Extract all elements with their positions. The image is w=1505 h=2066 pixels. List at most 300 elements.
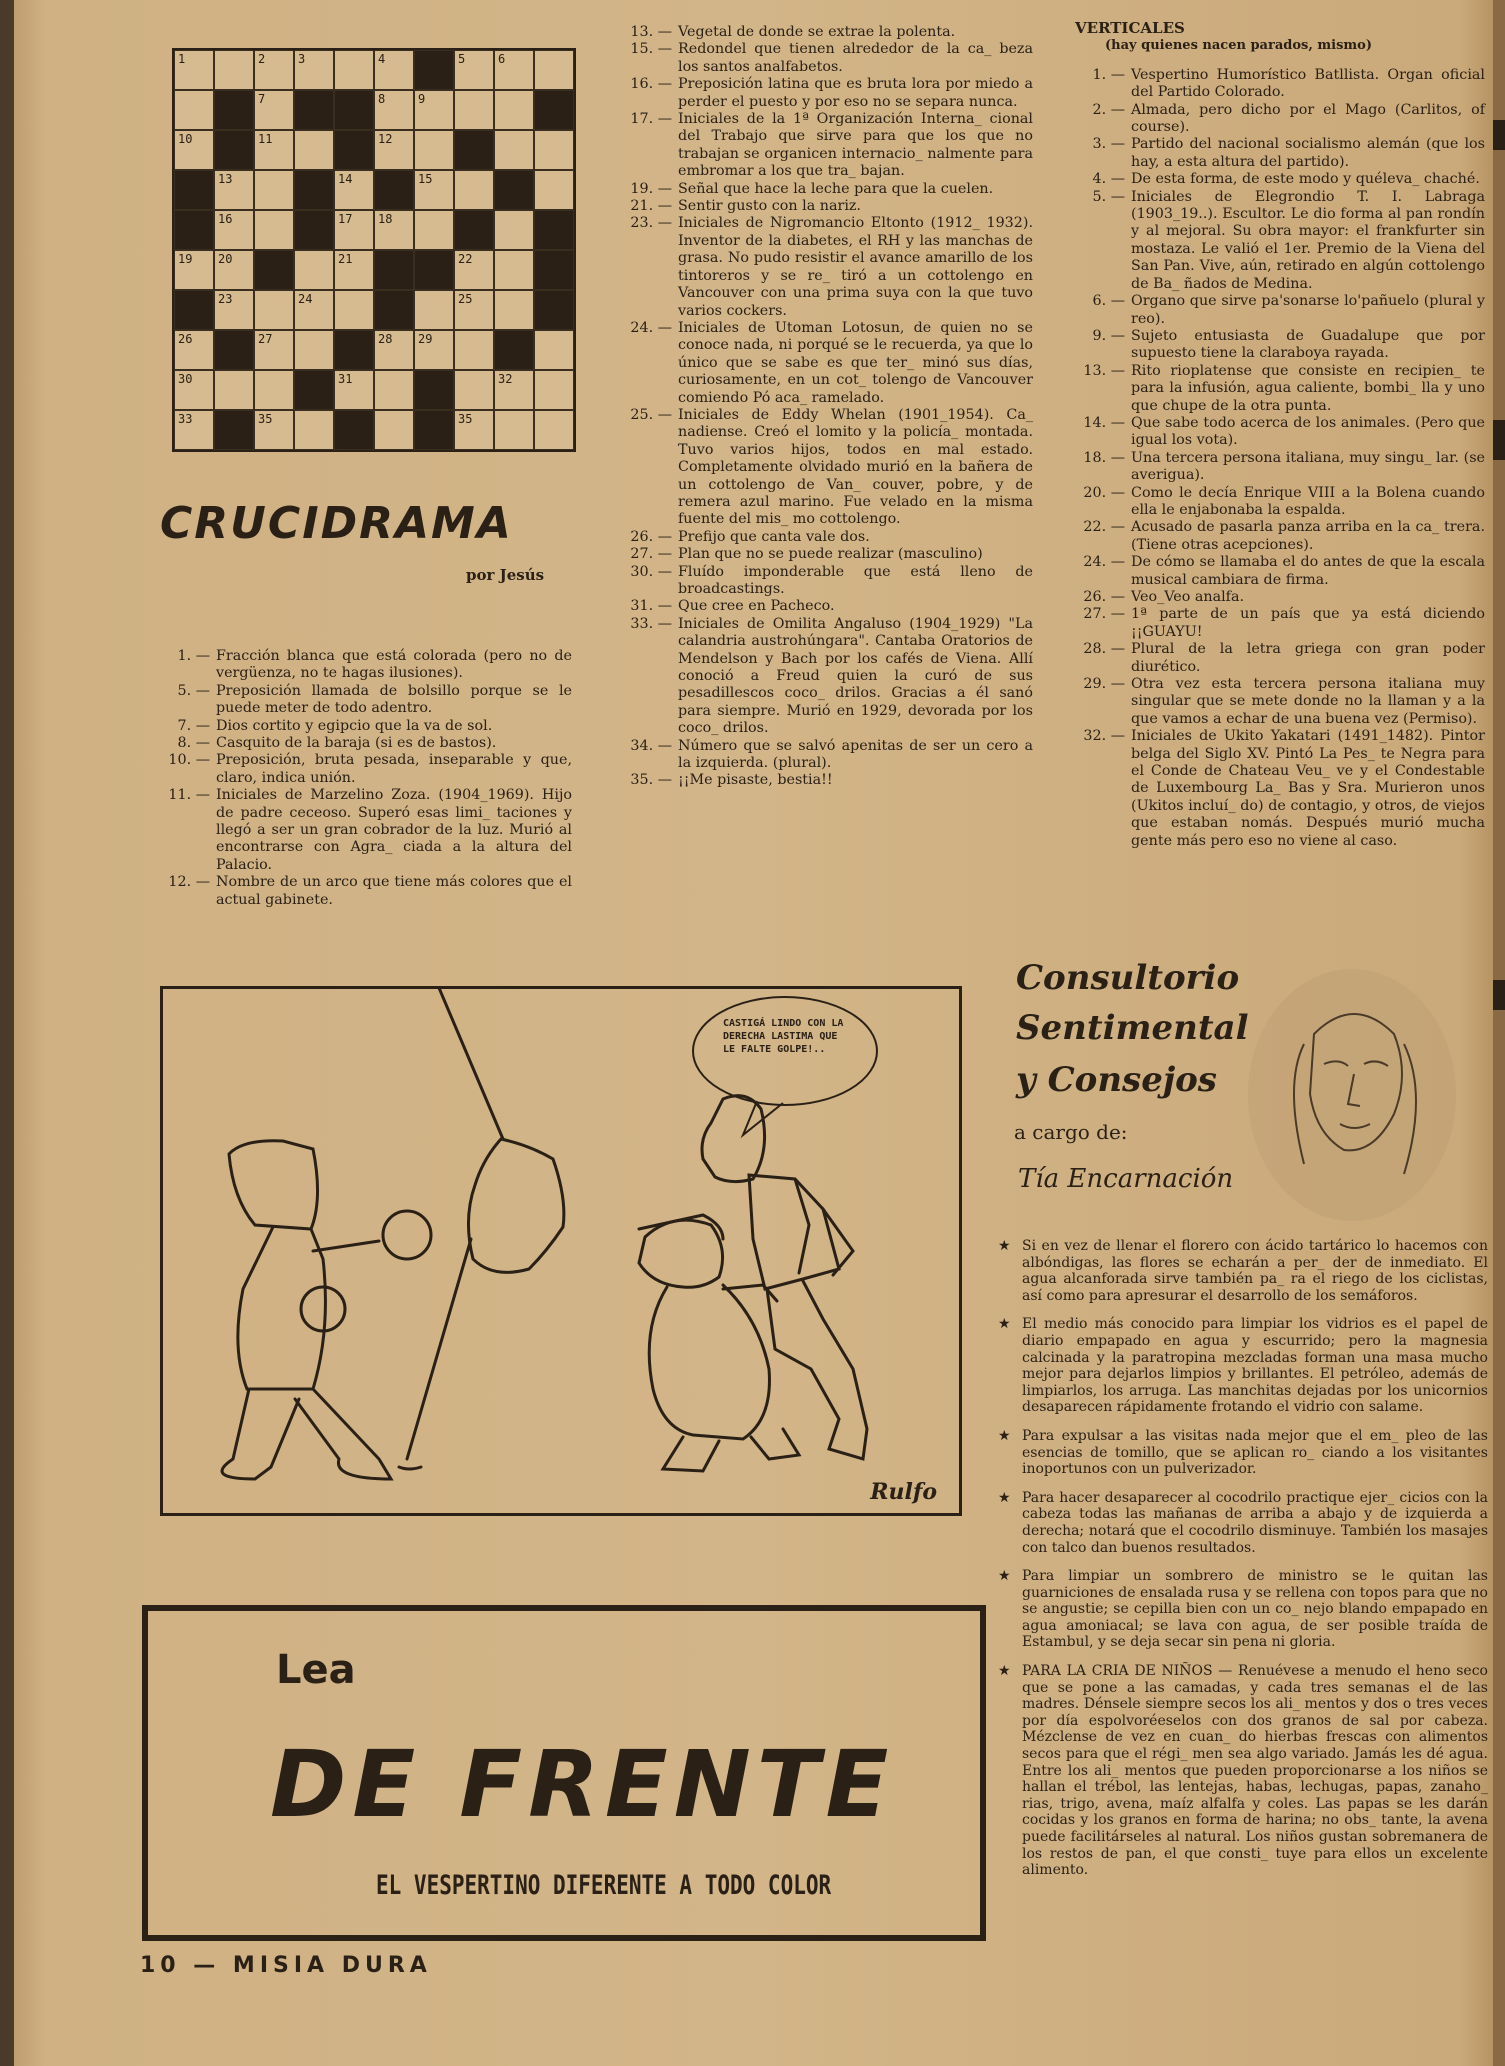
crossword-cell [374, 410, 414, 450]
crossword-cell [334, 50, 374, 90]
crossword-black-cell [534, 90, 574, 130]
clue-number: 5. — [177, 682, 210, 699]
consultorio-title-1: Consultorio [1016, 958, 1240, 998]
crossword-black-cell [174, 170, 214, 210]
crossword-cell-number: 18 [378, 212, 393, 226]
clue-number: 26. — [1083, 589, 1125, 605]
clue-item [140, 752, 572, 787]
crossword-cell-number: 26 [178, 332, 193, 346]
clue-number: 13. — [630, 24, 672, 40]
crossword-cell-number: 4 [378, 52, 386, 66]
tip-item [998, 1238, 1488, 1304]
clue-number: 28. — [1083, 641, 1125, 658]
crossword-cell [534, 330, 574, 370]
consultorio-title-2: Sentimental [1016, 1008, 1249, 1048]
clue-number: 34. — [630, 737, 672, 754]
clue-text: Que sabe todo acerca de los animales. (Pero que igual los vota). [1131, 414, 1485, 449]
clue-number: 20. — [1083, 484, 1125, 501]
clue-number: 24. — [1083, 554, 1125, 571]
crossword-black-cell [294, 90, 334, 130]
clue-text: Iniciales de Omilita Angaluso (1904_1929) "La calandria austrohúngara". Cantaba Oratorios de Mendelson y Bach por los cafés de Viena. Allí conoció a Freud quien la curó de sus pesadillescos coco_ drilos. Gracias a él sanó para siempre. Murió en 1929, devorada por los coco_ drilos. [678, 615, 1033, 737]
verticales-subheading: (hay quienes nacen parados, mismo) [1105, 38, 1372, 54]
clue-text: Vespertino Humorístico Batllista. Organ oficial del Partido Colorado. [1131, 66, 1485, 101]
clue-number: 27. — [1083, 606, 1125, 623]
crossword-cell [374, 50, 414, 90]
crossword-cell [374, 130, 414, 170]
clue-item [140, 787, 572, 874]
crossword-cell [214, 170, 254, 210]
clue-item [1075, 606, 1485, 641]
clue-text: Como le decía Enrique VIII a la Bolena cuando ella le enjabonaba la espalda. [1131, 484, 1485, 518]
crossword-black-cell [494, 330, 534, 370]
crossword-cell-number: 8 [378, 92, 386, 106]
tip-item [998, 1568, 1488, 1651]
clue-number: 26. — [630, 528, 672, 545]
clues-horizontal-2 [618, 24, 1033, 790]
clue-item [1075, 328, 1485, 363]
clue-text: Que cree en Pacheco. [678, 598, 835, 615]
clue-item [140, 735, 572, 752]
tip-item [998, 1490, 1488, 1556]
crossword-cell-number: 35 [258, 412, 273, 426]
tip-text: El medio más conocido para limpiar los vidrios es el papel de diario empapado en agua y escurrido; pero la magnesia calcinada y la paratropina mezcladas forman una masa mucho mejor para dejarlos limpios y brillantes. El petróleo, además de limpiarlos, los arruga. Las manchitas dejadas por los unicornios desaparecen rápidamente frotando el vidrio con salame. [1022, 1316, 1488, 1416]
clue-text: Sujeto entusiasta de Guadalupe que por supuesto tiene la claraboya rayada. [1131, 327, 1485, 362]
clue-item [1075, 293, 1485, 328]
crossword-cell-number: 24 [298, 292, 313, 306]
star-icon: ★ [998, 1427, 1011, 1444]
star-icon: ★ [998, 1238, 1011, 1254]
clue-item [618, 41, 1033, 76]
clue-number: 12. — [168, 874, 210, 891]
crossword-cell-number: 9 [418, 92, 426, 106]
crossword-cell-number: 21 [338, 252, 353, 266]
crossword-cell-number: 17 [338, 212, 353, 226]
clue-text: Fracción blanca que está colorada (pero no de vergüenza, no te hagas ilusiones). [216, 648, 572, 682]
crossword-black-cell [174, 290, 214, 330]
crossword-black-cell [334, 90, 374, 130]
crossword-cell-number: 10 [178, 132, 193, 146]
clue-number: 4. — [1092, 171, 1125, 188]
clue-number: 21. — [630, 198, 672, 215]
clue-item [1075, 641, 1485, 676]
crossword-cell-number: 3 [298, 52, 306, 66]
crossword-cell-number: 27 [258, 332, 273, 346]
crossword-cell [334, 250, 374, 290]
crossword-cell [454, 250, 494, 290]
crossword-black-cell [334, 330, 374, 370]
clue-text: Rito rioplatense que consiste en recipien_ te para la infusión, agua caliente, bombi_ lla y uno que chupe de la otra punta. [1131, 362, 1485, 414]
crossword-cell [374, 370, 414, 410]
crossword-cell [374, 330, 414, 370]
crossword-cell [414, 330, 454, 370]
page-title: CRUCIDRAMA [160, 498, 513, 549]
crossword-cell [414, 90, 454, 130]
crossword-cell-number: 32 [498, 372, 513, 386]
star-icon: ★ [998, 1316, 1011, 1333]
crossword-cell [534, 50, 574, 90]
clue-item [618, 198, 1033, 215]
crossword-cell [214, 370, 254, 410]
crossword-cell [454, 330, 494, 370]
clue-item [618, 546, 1033, 563]
clue-number: 22. — [1083, 519, 1125, 536]
ad-lea: Lea [276, 1647, 356, 1693]
crossword-cell [334, 170, 374, 210]
crossword-cell [454, 50, 494, 90]
crossword-cell [294, 50, 334, 90]
crossword-black-cell [414, 370, 454, 410]
clue-item [618, 738, 1033, 773]
clue-text: Organo que sirve pa'sonarse lo'pañuelo (plural y reo). [1131, 293, 1485, 327]
advertisement-box [142, 1605, 986, 1941]
clue-item [1075, 67, 1485, 102]
ad-newspaper-name: DE FRENTE [270, 1731, 895, 1838]
clue-item [1075, 415, 1485, 450]
clue-text: Veo_Veo analfa. [1131, 589, 1245, 605]
crossword-black-cell [214, 130, 254, 170]
crossword-cell-number: 2 [258, 52, 266, 66]
crossword-cell-number: 5 [458, 52, 466, 66]
clue-number: 29. — [1083, 676, 1125, 693]
crossword-cell [214, 290, 254, 330]
star-icon: ★ [998, 1489, 1011, 1506]
crossword-cell [494, 130, 534, 170]
clue-text: Iniciales de Eddy Whelan (1901_1954). Ca_ nadiense. Creó el lomito y la policía_ montada. Tuvo varios hijos, todos en mal estado. Completamente olvidado murió en la bañera de un cottolengo de Van_ couver, pobre, y de remera azul marino. Fue velado en la misma fuente del mis_ mo cottolengo. [678, 406, 1033, 528]
crossword-black-cell [294, 170, 334, 210]
clue-number: 31. — [630, 598, 672, 615]
crossword-black-cell [374, 290, 414, 330]
crossword-cell-number: 29 [418, 332, 433, 346]
crossword-black-cell [334, 130, 374, 170]
crossword-black-cell [454, 210, 494, 250]
clue-number: 6. — [1092, 293, 1125, 310]
crossword-cell-number: 33 [178, 412, 193, 426]
crossword-cell [254, 410, 294, 450]
crossword-black-cell [414, 50, 454, 90]
crossword-black-cell [174, 210, 214, 250]
crossword-cell-number: 16 [218, 212, 233, 226]
clue-number: 19. — [630, 180, 672, 197]
crossword-cell [534, 410, 574, 450]
clue-text: Preposición latina que es bruta lora por miedo a perder el puesto y por eso no se separa nunca. [678, 76, 1033, 110]
verticales-heading: VERTICALES [1075, 19, 1185, 37]
crossword-cell [494, 250, 534, 290]
clue-item [140, 874, 572, 909]
crossword-cell-number: 28 [378, 332, 393, 346]
clue-item [1075, 676, 1485, 728]
crossword-cell [334, 210, 374, 250]
crossword-cell [174, 330, 214, 370]
clue-item [140, 718, 572, 735]
crossword-cell [534, 170, 574, 210]
clue-text: De cómo se llamaba el do antes de que la escala musical cambiara de firma. [1131, 554, 1485, 588]
crossword-black-cell [254, 250, 294, 290]
clue-item [618, 320, 1033, 407]
clue-item [618, 529, 1033, 546]
clue-item [618, 24, 1033, 41]
clue-number: 25. — [630, 406, 672, 423]
tip-text: Para expulsar a las visitas nada mejor que el em_ pleo de las esencias de tomillo, que se aplican ro_ ciando a los visitantes inoportunos con un pulverizador. [1022, 1427, 1488, 1478]
crossword-cell [334, 370, 374, 410]
cartoon-illustration [163, 989, 959, 1513]
crossword-cell-number: 1 [178, 52, 186, 66]
clue-number: 35. — [630, 772, 672, 789]
clue-number: 3. — [1092, 136, 1125, 153]
crossword-black-cell [294, 210, 334, 250]
crossword-cell [174, 370, 214, 410]
clue-text: Nombre de un arco que tiene más colores que el actual gabinete. [216, 874, 572, 908]
crossword-cell [254, 370, 294, 410]
crossword-cell [254, 90, 294, 130]
clue-number: 33. — [630, 615, 672, 632]
clue-item [1075, 519, 1485, 554]
crossword-black-cell [374, 170, 414, 210]
clue-item [618, 564, 1033, 599]
tip-text: Para limpiar un sombrero de ministro se le quitan las guarniciones de ensalada rusa y se rellena con topos para que no se angustie; se cepilla bien con un co_ nejo blando empapado en agua amoniacal; se lava con agua, de ser posible traída de Estambul, y se deja secar sin pena ni gloria. [1022, 1568, 1488, 1651]
crossword-cell [494, 410, 534, 450]
page-footer: 10 — MISIA DURA [140, 1953, 432, 1978]
consultorio-title-3: y Consejos [1016, 1060, 1217, 1100]
crossword-black-cell [494, 170, 534, 210]
crossword-cell [454, 170, 494, 210]
clue-number: 24. — [630, 319, 672, 336]
crossword-cell [414, 290, 454, 330]
crossword-cell [454, 90, 494, 130]
crossword-cell [414, 130, 454, 170]
clue-item [1075, 189, 1485, 293]
crossword-black-cell [374, 250, 414, 290]
crossword-cell-number: 12 [378, 132, 393, 146]
clue-text: Iniciales de Elegrondio T. I. Labraga (1903_19..). Escultor. Le dio forma al pan rondín y al mejoral. Su obra mayor: el frankfurter sin mostaza. Le valió el 1er. Premio de la Viena del San Pan. Vive, aún, retirado en algún cottolengo de Ba_ ñados de Medina. [1131, 188, 1485, 292]
ad-tagline: EL VESPERTINO DIFERENTE A TODO COLOR [376, 1870, 832, 1900]
clue-text: Prefijo que canta vale dos. [678, 528, 870, 545]
crossword-black-cell [534, 290, 574, 330]
clue-number: 9. — [1092, 327, 1125, 344]
portrait-illustration [1244, 964, 1460, 1226]
crossword-cell [294, 130, 334, 170]
clue-text: Iniciales de la 1ª Organización Interna_ cional del Trabajo que sirve para que los que no trabajan se organicen internacio_ nalmente para embromar a los que tra_ bajan. [678, 111, 1033, 180]
clue-text: ¡¡Me pisaste, bestia!! [678, 772, 833, 789]
clue-item [618, 772, 1033, 789]
crossword-cell [214, 210, 254, 250]
tip-text: Si en vez de llenar el florero con ácido tartárico lo hacemos con albóndigas, las flores se echarán a per_ der de inmediato. El agua alcanforada sirve también pa_ ra el riego de los ciclistas, así como para apresurar el desarrollo de los semáforos. [1022, 1238, 1488, 1304]
crossword-cell [254, 330, 294, 370]
clue-item [140, 683, 572, 718]
crossword-cell [534, 370, 574, 410]
speech-bubble-text: CASTIGÁ LINDO CON LA DERECHA LASTIMA QUE LE FALTE GOLPE!.. [723, 1018, 844, 1055]
page-right-edge [1493, 0, 1505, 2066]
crossword-cell [454, 370, 494, 410]
clue-number: 23. — [630, 215, 672, 232]
crossword-cell-number: 23 [218, 292, 233, 306]
crossword-cell-number: 6 [498, 52, 506, 66]
clue-item [1075, 450, 1485, 485]
clue-number: 5. — [1092, 188, 1125, 205]
crossword-cell-number: 20 [218, 252, 233, 266]
crossword-cell-number: 31 [338, 372, 353, 386]
clues-horizontal-1 [140, 648, 572, 909]
clue-text: Redondel que tienen alrededor de la ca_ beza los santos analfabetos. [678, 41, 1033, 75]
crossword-cell [174, 90, 214, 130]
crossword-cell [414, 170, 454, 210]
crossword-cell [534, 130, 574, 170]
crossword-cell [254, 290, 294, 330]
crossword-cell [494, 210, 534, 250]
clue-number: 1. — [1092, 66, 1125, 83]
clue-number: 14. — [1083, 414, 1125, 431]
crossword-cell-number: 14 [338, 172, 353, 186]
clue-number: 17. — [630, 111, 672, 128]
crossword-cell-number: 22 [458, 252, 473, 266]
clue-text: Partido del nacional socialismo alemán (que los hay, a esta altura del partido). [1131, 136, 1485, 170]
clue-text: 1ª parte de un país que ya está diciendo ¡¡GUAYU! [1131, 606, 1485, 640]
clue-item [618, 407, 1033, 529]
crossword-black-cell [214, 90, 254, 130]
crossword-black-cell [214, 330, 254, 370]
clue-text: Plural de la letra griega con gran poder diurético. [1131, 641, 1485, 675]
tip-item [998, 1316, 1488, 1416]
consultorio-tips [998, 1238, 1488, 1891]
clue-text: Plan que no se puede realizar (masculino) [678, 546, 983, 563]
clue-number: 32. — [1083, 728, 1125, 745]
crossword-black-cell [334, 410, 374, 450]
crossword-cell [494, 50, 534, 90]
tip-item [998, 1428, 1488, 1478]
crossword-cell [294, 290, 334, 330]
crossword-black-cell [414, 410, 454, 450]
consultorio-cargo: a cargo de: [1014, 1120, 1128, 1144]
clue-item [618, 181, 1033, 198]
crossword-cell [454, 410, 494, 450]
crossword-cell [174, 50, 214, 90]
clue-text: Iniciales de Ukito Yakatari (1491_1482). Pintor belga del Siglo XV. Pintó La Pes_ te Negra para el Conde de Chateau Veu_ ve y el Condestable de Luxembourg La_ Bas y Sra. Murieron unos (Ukitos incluí_ do) de contagio, y otros, de viejos que estaban nomás. Después murió mucha gente más pero eso no viene al caso. [1131, 728, 1485, 849]
tip-text: PARA LA CRIA DE NIÑOS — Renuévese a menudo el heno seco que se pone a las camadas, y cada tres semanas el de las madres. Dénsele siempre secos los ali_ mentos y dos o tres veces por día espolvoréeselos con dos granos de sal por cabeza. Mézclense de vez en cuan_ do hierbas frescas con alimentos secos para que el régi_ men sea algo variado. Jamás les dé agua. Entre los ali_ mentos que pueden proporcionarse a los niños se hallan el trébol, las lentejas, habas, lechugas, papas, zanaho_ rias, trigo, avena, maíz alfalfa y coles. Las papas se les darán cocidas y los granos en forma de harina; no obs_ tante, la avena puede facilitárseles al natural. Los niños gustan sobremanera de los restos de pan, el que consti_ tuye para ellos un excelente alimento. [1022, 1663, 1488, 1879]
clue-item [618, 616, 1033, 738]
clue-text: Fluído imponderable que está lleno de broadcastings. [678, 563, 1033, 597]
crossword-cell [214, 250, 254, 290]
tip-text: Para hacer desaparecer al cocodrilo practique ejer_ cicios con la cabeza todas las mañanas de arriba a abajo y de izquierda a derecha; notará que el cocodrilo disminuye. También los masajes con talco dan buenos resultados. [1022, 1489, 1488, 1556]
byline: por Jesús [466, 566, 545, 584]
clue-text: Otra vez esta tercera persona italiana muy singular que se mete donde no la llaman y a la que vamos a echar de una buena vez (Permiso). [1131, 676, 1485, 727]
crossword-cell [294, 250, 334, 290]
clue-text: Iniciales de Nigromancio Eltonto (1912_ 1932). Inventor de la diabetes, el RH y las manchas de grasa. No pudo resistir el avance amarillo de los tintoreros y se re_ tiró a un cottolengo en Vancouver con una prima suya con la que tuvo varios cockers. [678, 215, 1033, 319]
clue-text: Almada, pero dicho por el Mago (Carlitos, of course). [1131, 101, 1485, 136]
crossword-cell [294, 410, 334, 450]
crossword-black-cell [454, 130, 494, 170]
cartoon-panel [160, 986, 962, 1516]
clue-item [1075, 363, 1485, 415]
clue-item [618, 215, 1033, 319]
clue-item [618, 76, 1033, 111]
crossword-black-cell [534, 250, 574, 290]
consultorio-author: Tía Encarnación [1018, 1164, 1234, 1194]
crossword-cell [334, 290, 374, 330]
crossword-cell [414, 210, 454, 250]
clue-text: Dios cortito y egipcio que la va de sol. [216, 717, 493, 734]
crossword-grid [172, 48, 576, 452]
clue-text: Acusado de pasarla panza arriba en la ca_ trera. (Tiene otras acepciones). [1131, 519, 1485, 553]
clue-text: De esta forma, de este modo y quéleva_ chaché. [1131, 171, 1480, 188]
clue-number: 13. — [1083, 362, 1125, 379]
clue-item [1075, 554, 1485, 589]
cartoonist-signature: Rulfo [870, 1479, 937, 1505]
clues-vertical [1075, 20, 1485, 850]
clue-number: 11. — [168, 787, 210, 804]
crossword-black-cell [534, 210, 574, 250]
clue-text: Casquito de la baraja (si es de bastos). [216, 735, 497, 752]
clue-text: Preposición llamada de bolsillo porque se le puede meter de todo adentro. [216, 682, 572, 717]
clue-text: Vegetal de donde se extrae la polenta. [678, 24, 956, 40]
star-icon: ★ [998, 1568, 1011, 1585]
clue-text: Una tercera persona italiana, muy singu_ lar. (se averigua). [1131, 449, 1485, 484]
clue-item [1075, 136, 1485, 171]
crossword-cell [174, 250, 214, 290]
crossword-cell [254, 170, 294, 210]
crossword-cell-number: 30 [178, 372, 193, 386]
clue-item [140, 648, 572, 683]
crossword-cell [494, 290, 534, 330]
crossword-cell [174, 410, 214, 450]
crossword-cell-number: 13 [218, 172, 233, 186]
crossword-cell-number: 19 [178, 252, 193, 266]
clue-text: Iniciales de Marzelino Zoza. (1904_1969). Hijo de padre ceceoso. Superó esas limi_ taciones y llegó a ser un gran cobrador de la luz. Murió al encontrarse con Agra_ ciada a la altura del Palacio. [216, 787, 572, 873]
clue-item [1075, 171, 1485, 188]
clue-number: 10. — [168, 752, 210, 769]
clue-text: Iniciales de Utoman Lotosun, de quien no se conoce nada, ni porqué se le recuerda, ya que lo único que se sabe es que ter_ minó sus días, curiosamente, en un cot_ tolengo de Vancouver comiendo Pó aca_ ramelado. [678, 319, 1033, 406]
clue-number: 2. — [1092, 101, 1125, 118]
clue-number: 30. — [630, 563, 672, 580]
crossword-cell [174, 130, 214, 170]
crossword-cell [374, 210, 414, 250]
clue-item [1075, 589, 1485, 606]
star-icon: ★ [998, 1663, 1011, 1680]
crossword-cell-number: 15 [418, 172, 433, 186]
clue-number: 1. — [177, 648, 210, 664]
crossword-cell [214, 50, 254, 90]
clue-text: Número que se salvó apenitas de ser un cero a la izquierda. (plural). [678, 737, 1033, 772]
clue-number: 7. — [177, 717, 210, 734]
clue-number: 16. — [630, 76, 672, 93]
crossword-cell [374, 90, 414, 130]
crossword-cell [494, 370, 534, 410]
crossword-cell [294, 330, 334, 370]
clue-number: 8. — [177, 735, 210, 752]
crossword-cell-number: 7 [258, 92, 266, 106]
crossword-black-cell [414, 250, 454, 290]
clue-number: 15. — [630, 41, 672, 58]
clue-item [618, 111, 1033, 181]
crossword-cell [494, 90, 534, 130]
crossword-cell-number: 35 [458, 412, 473, 426]
crossword-cell-number: 11 [258, 132, 273, 146]
page-left-edge [0, 0, 14, 2066]
clue-item [1075, 102, 1485, 137]
clue-item [618, 598, 1033, 615]
tip-item [998, 1663, 1488, 1879]
clue-number: 18. — [1083, 449, 1125, 466]
clue-item [1075, 728, 1485, 850]
crossword-black-cell [294, 370, 334, 410]
crossword-black-cell [214, 410, 254, 450]
crossword-cell [254, 210, 294, 250]
crossword-cell [454, 290, 494, 330]
clue-item [1075, 485, 1485, 520]
crossword-cell-number: 25 [458, 292, 473, 306]
clue-text: Preposición, bruta pesada, inseparable y que, claro, indica unión. [216, 752, 572, 786]
clue-text: Señal que hace la leche para que la cuelen. [678, 180, 994, 197]
clue-text: Sentir gusto con la nariz. [678, 198, 861, 215]
clue-number: 27. — [630, 546, 672, 563]
